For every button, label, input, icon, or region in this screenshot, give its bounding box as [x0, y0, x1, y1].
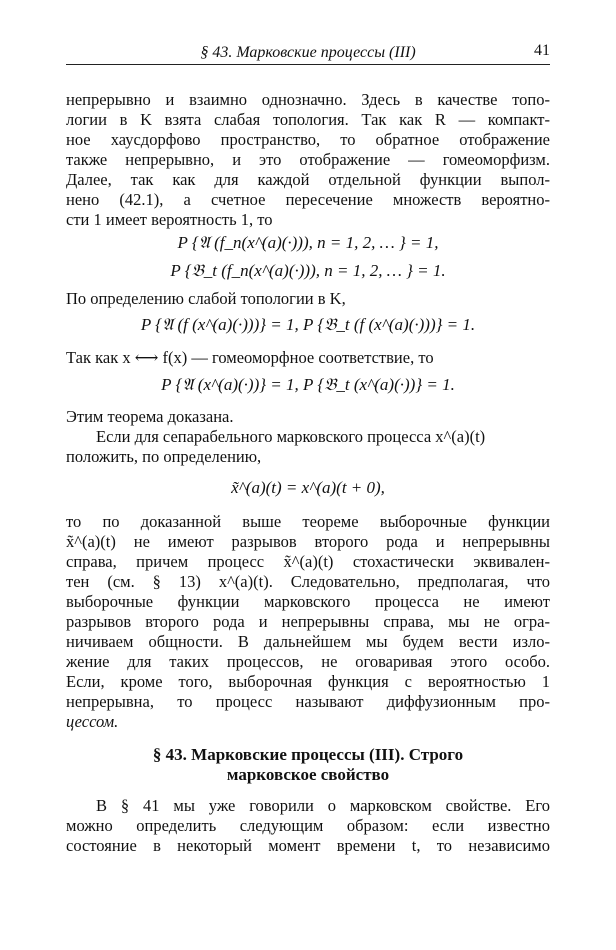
text-line: Если, кроме того, выборочная функция с вероятностью 1 — [66, 672, 550, 691]
text-line: По определению слабой топологии в K, — [66, 289, 346, 308]
formula: x̃^(a)(t) = x^(a)(t + 0), — [231, 478, 385, 497]
running-head — [66, 40, 550, 65]
text-line: Далее, так как для каждой отдельной функции выпол- — [66, 170, 550, 189]
text-line: Этим теорема доказана. — [66, 407, 234, 426]
text-line: выборочные функции марковского процесса не имеют — [66, 592, 550, 611]
text-line: то по доказанной выше теореме выборочные функции — [66, 512, 550, 531]
text-line: ное хаусдорфово пространство, то обратное отображение — [66, 130, 550, 149]
formula: P {𝔄 (f_n(x^(a)(·))), n = 1, 2, … } = 1, — [177, 233, 439, 252]
text-line: положить, по определению, — [66, 447, 262, 466]
section-heading: марковское свойство — [226, 765, 390, 784]
text-line: Если для сепарабельного марковского процесса x^(a)(t) — [96, 427, 486, 446]
text-line: Так как x ⟷ f(x) — гомеоморфное соответствие, то — [66, 348, 434, 367]
text-line: непрерывна, то процесс называют диффузионным про- — [66, 692, 550, 711]
text-line: тен (см. § 13) x^(a)(t). Следовательно, предполагая, что — [66, 572, 550, 591]
text-line: разрывов второго рода и непрерывны справа, мы не огра- — [66, 612, 550, 631]
formula: P {𝔄 (f (x^(a)(·)))} = 1, P {𝔅_t (f (x^(a)(·)))} = 1. — [140, 315, 476, 334]
text-line: также непрерывно, и это отображение — гомеоморфизм. — [66, 150, 550, 169]
text-line: сти 1 имеет вероятность 1, то — [66, 210, 273, 229]
formula: P {𝔅_t (f_n(x^(a)(·))), n = 1, 2, … } = 1. — [170, 261, 446, 280]
text-line: x̃^(a)(t) не имеют разрывов второго рода и непрерывны — [66, 532, 550, 551]
section-heading: § 43. Марковские процессы (III). Строго — [152, 745, 464, 764]
running-title: § 43. Марковские процессы (III) — [200, 44, 416, 61]
text-line: можно определить следующим образом: если известно — [66, 816, 550, 835]
text-line: жение для таких процессов, не оговаривая этого особо. — [66, 652, 550, 671]
text-line: логии в K взята слабая топология. Так как R — компакт- — [66, 110, 550, 129]
text-line: цессом. — [66, 712, 119, 731]
text-line: справа, причем процесс x̃^(a)(t) стохастически эквивален- — [66, 552, 550, 571]
formula: P {𝔄 (x^(a)(·))} = 1, P {𝔅_t (x^(a)(·))} = 1. — [161, 375, 455, 394]
text-line: В § 41 мы уже говорили о марковском свойстве. Его — [96, 796, 550, 815]
text-line: нено (42.1), а счетное пересечение множеств вероятно- — [66, 190, 550, 209]
text-line: состояние в некоторый момент времени t, то независимо — [66, 836, 550, 855]
text-line: ничиваем общности. В дальнейшем мы будем вести изло- — [66, 632, 550, 651]
text-line: непрерывно и взаимно однозначно. Здесь в качестве топо- — [66, 90, 550, 109]
page-number: 41 — [534, 42, 550, 59]
